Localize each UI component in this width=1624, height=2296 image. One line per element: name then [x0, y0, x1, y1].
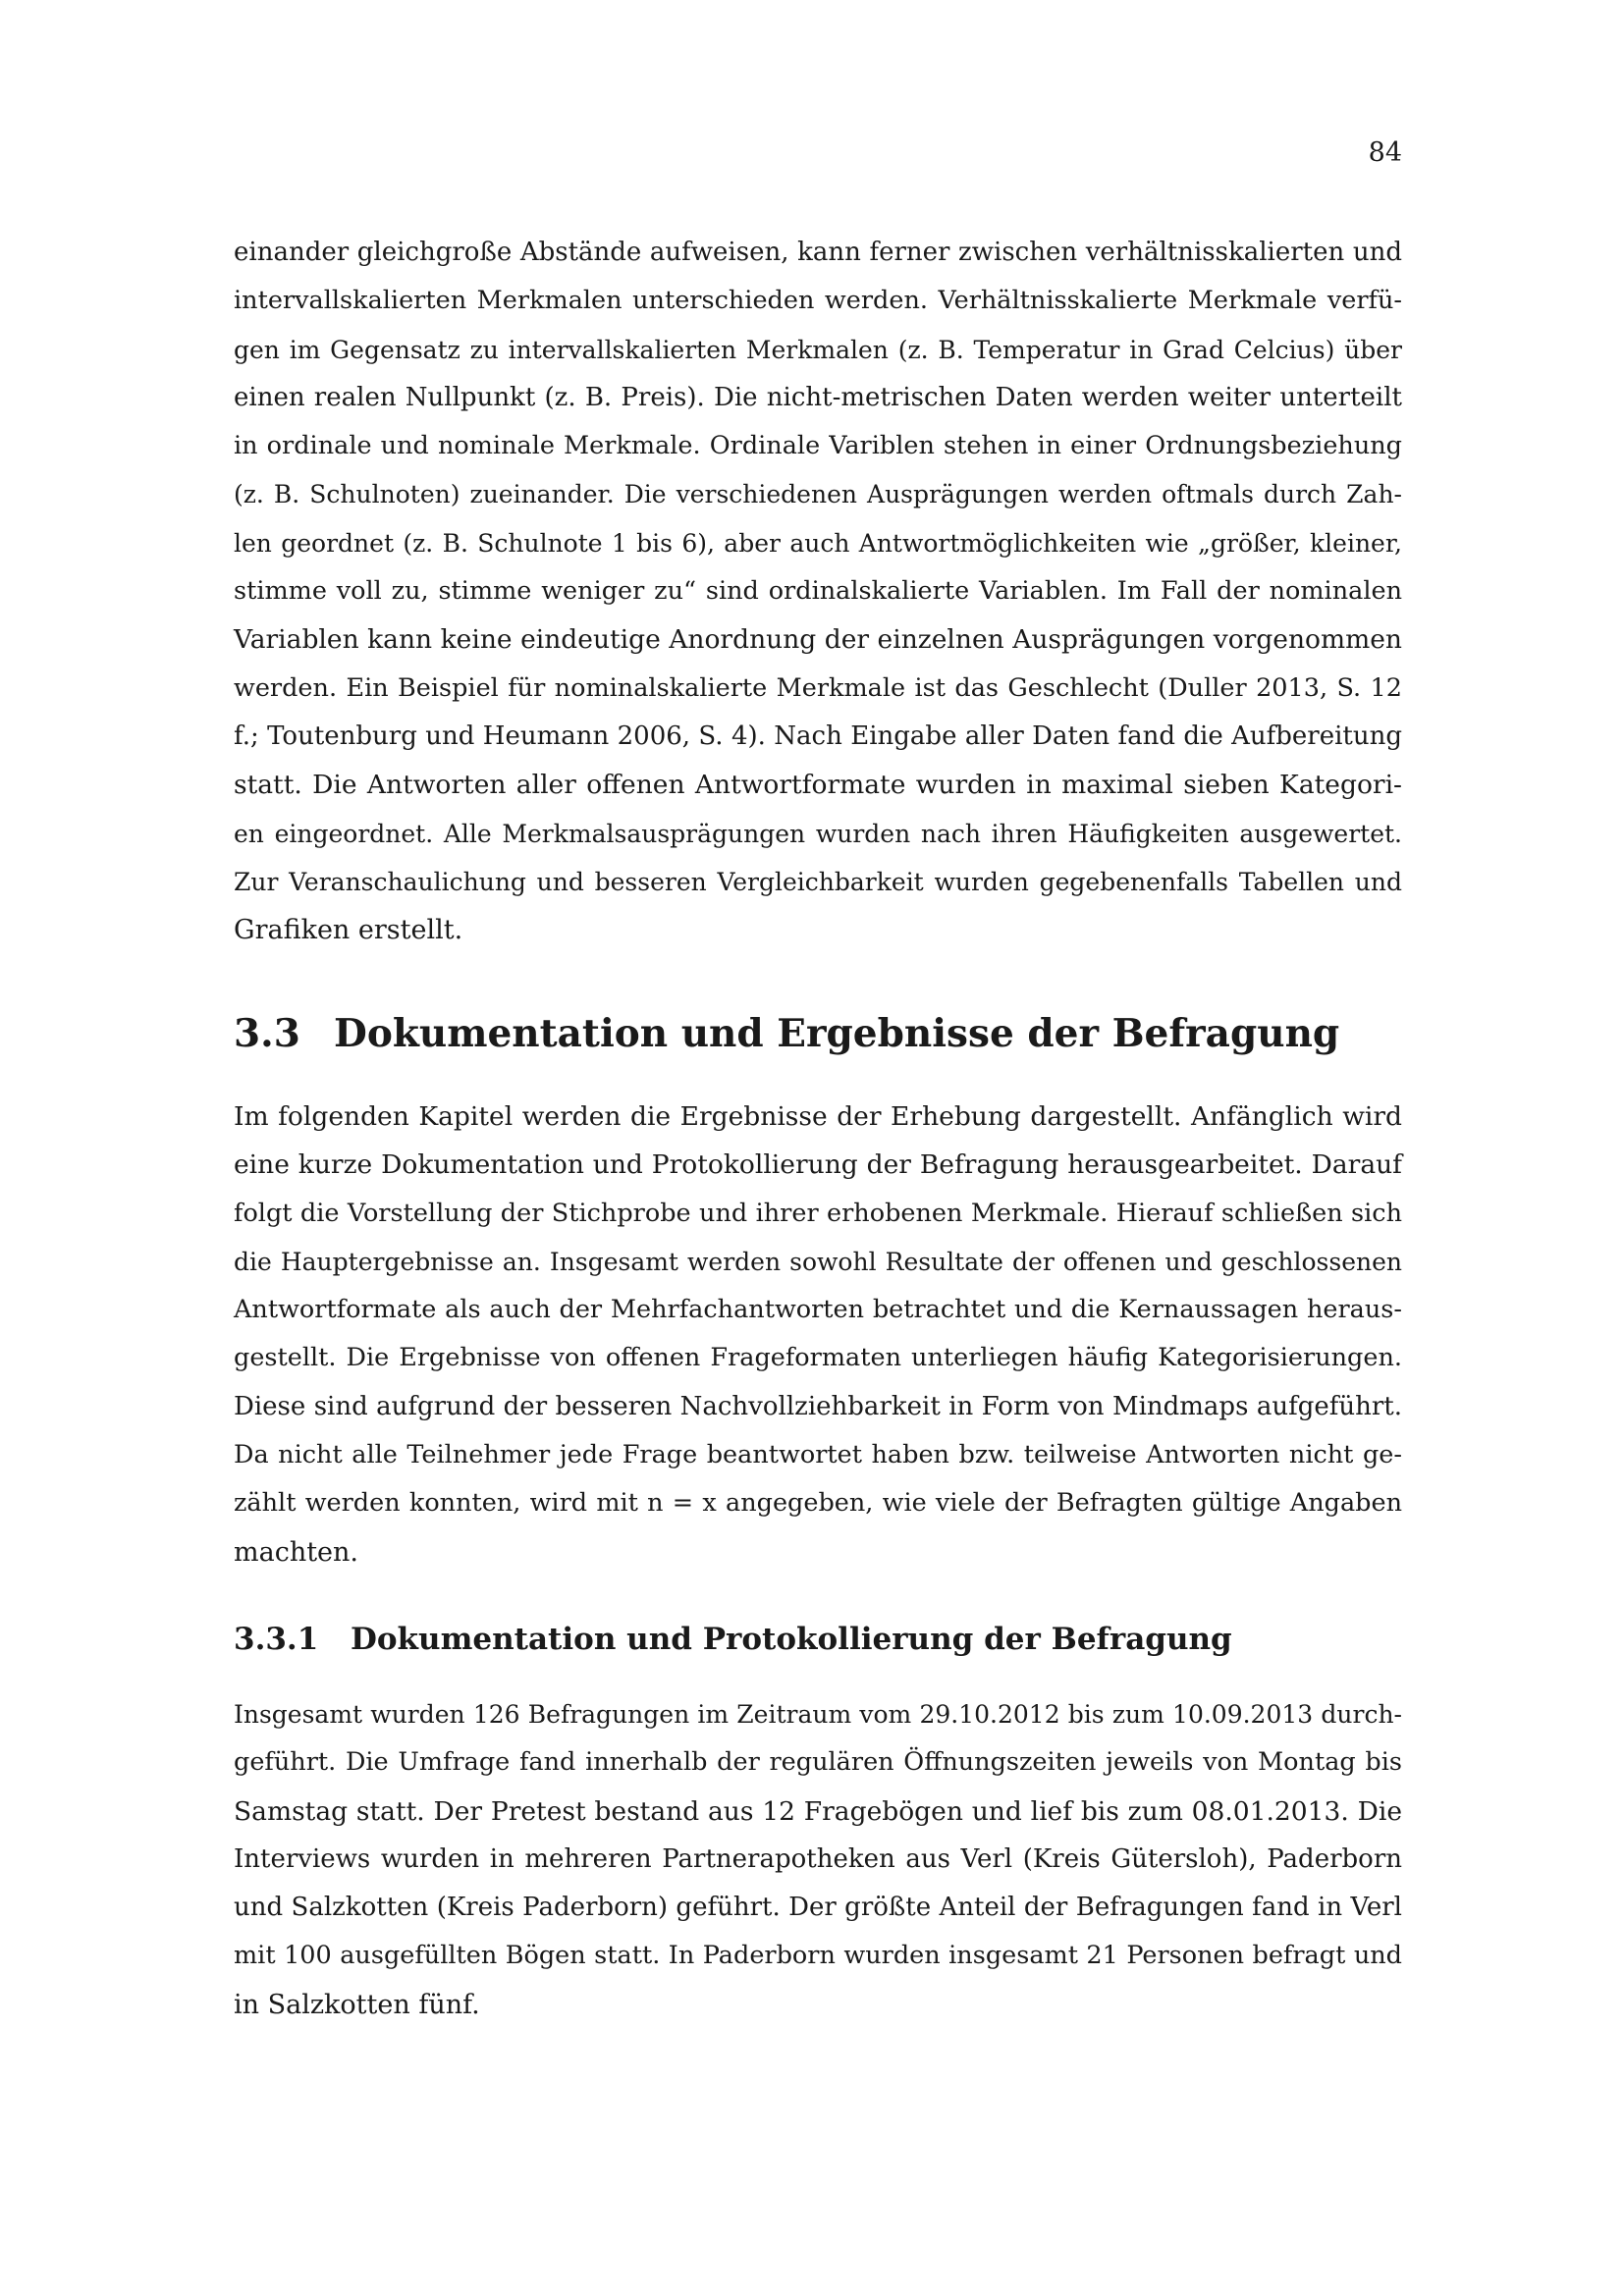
text-line: eine kurze Dokumentation und Protokollierung der Befragung herausgearbeitet. Darauf — [234, 1149, 1402, 1181]
text-line: machten. — [234, 1536, 359, 1568]
section-number: 3.3 — [234, 1011, 300, 1056]
text-line: geführt. Die Umfrage fand innerhalb der regulären Öffnungszeiten jeweils von Montag bis — [234, 1747, 1402, 1778]
text-line: einander gleichgroße Abstände aufweisen, kann ferner zwischen verhältnisskalierten und — [234, 238, 1402, 267]
paragraph-section-3-3 — [234, 1093, 1402, 1576]
text-line: gestellt. Die Ergebnisse von offenen Frageformaten unterliegen häufig Kategorisierungen. — [234, 1343, 1402, 1373]
paragraph-intro — [234, 229, 1402, 954]
text-line: f.; Toutenburg und Heumann 2006, S. 4). Nach Eingabe aller Daten fand die Aufbereitung — [234, 721, 1402, 751]
text-line: Da nicht alle Teilnehmer jede Frage beantwortet haben bzw. teilweise Antworten nicht ge- — [234, 1440, 1402, 1470]
section-title: Dokumentation und Protokollierung der Befragung — [351, 1622, 1232, 1657]
text-line: mit 100 ausgefüllten Bögen statt. In Paderborn wurden insgesamt 21 Personen befragt und — [234, 1941, 1402, 1971]
text-line: in ordinale und nominale Merkmale. Ordinale Variblen stehen in einer Ordnungsbeziehung — [234, 431, 1402, 461]
section-number: 3.3.1 — [234, 1622, 319, 1657]
text-line: in Salzkotten fünf. — [234, 1989, 480, 2020]
section-heading-3-3-1 — [234, 1622, 1232, 1657]
text-line: zählt werden konnten, wird mit n = x angegeben, wie viele der Befragten gültige Angaben — [234, 1488, 1402, 1519]
text-line: Interviews wurden in mehreren Partnerapotheken aus Verl (Kreis Gütersloh), Paderborn — [234, 1843, 1402, 1874]
paragraph-section-3-3-1 — [234, 1690, 1402, 2029]
text-line: die Hauptergebnisse an. Insgesamt werden sowohl Resultate der offenen und geschlossenen — [234, 1247, 1402, 1276]
text-line: len geordnet (z. B. Schulnote 1 bis 6), aber auch Antwortmöglichkeiten wie „größer, kleiner, — [234, 528, 1402, 558]
text-line: en eingeordnet. Alle Merkmalsausprägungen wurden nach ihren Häufigkeiten ausgewertet. — [234, 819, 1402, 848]
text-line: einen realen Nullpunkt (z. B. Preis). Die nicht-metrischen Daten werden weiter unterteilt — [234, 382, 1402, 412]
text-line: Variablen kann keine eindeutige Anordnung der einzelnen Ausprägungen vorgenommen — [234, 624, 1402, 656]
text-line: Im folgenden Kapitel werden die Ergebnisse der Erhebung dargestellt. Anfänglich wird — [234, 1101, 1402, 1132]
text-line: intervallskalierten Merkmalen unterschieden werden. Verhältnisskalierte Merkmale verfü- — [234, 286, 1402, 316]
section-heading-3-3 — [234, 1011, 1339, 1056]
text-line: (z. B. Schulnoten) zueinander. Die verschiedenen Ausprägungen werden oftmals durch Zah- — [234, 480, 1402, 509]
text-line: Diese sind aufgrund der besseren Nachvollziehbarkeit in Form von Mindmaps aufgeführt. — [234, 1391, 1402, 1421]
text-line: Samstag statt. Der Pretest bestand aus 12 Fragebögen und lief bis zum 08.01.2013. Die — [234, 1795, 1402, 1827]
text-line: gen im Gegensatz zu intervallskalierten Merkmalen (z. B. Temperatur in Grad Celcius) über — [234, 335, 1402, 364]
section-title: Dokumentation und Ergebnisse der Befragung — [334, 1011, 1340, 1056]
text-line: Grafiken erstellt. — [234, 915, 463, 946]
text-line: statt. Die Antworten aller offenen Antwortformate wurden in maximal sieben Kategori- — [234, 770, 1402, 801]
text-line: folgt die Vorstellung der Stichprobe und ihrer erhobenen Merkmale. Hierauf schließen sich — [234, 1198, 1402, 1228]
text-line: Zur Veranschaulichung und besseren Vergleichbarkeit wurden gegebenenfalls Tabellen und — [234, 867, 1402, 896]
text-line: Antwortformate als auch der Mehrfachantworten betrachtet und die Kernaussagen heraus- — [234, 1295, 1402, 1325]
page-number: 84 — [1368, 137, 1402, 168]
text-line: Insgesamt wurden 126 Befragungen im Zeitraum vom 29.10.2012 bis zum 10.09.2013 durch- — [234, 1700, 1402, 1729]
text-line: und Salzkotten (Kreis Paderborn) geführt. Der größte Anteil der Befragungen fand in Verl — [234, 1893, 1402, 1923]
text-line: stimme voll zu, stimme weniger zu“ sind ordinalskalierte Variablen. Im Fall der nominalen — [234, 576, 1402, 607]
text-line: werden. Ein Beispiel für nominalskalierte Merkmale ist das Geschlecht (Duller 2013, S. 12 — [234, 672, 1402, 703]
